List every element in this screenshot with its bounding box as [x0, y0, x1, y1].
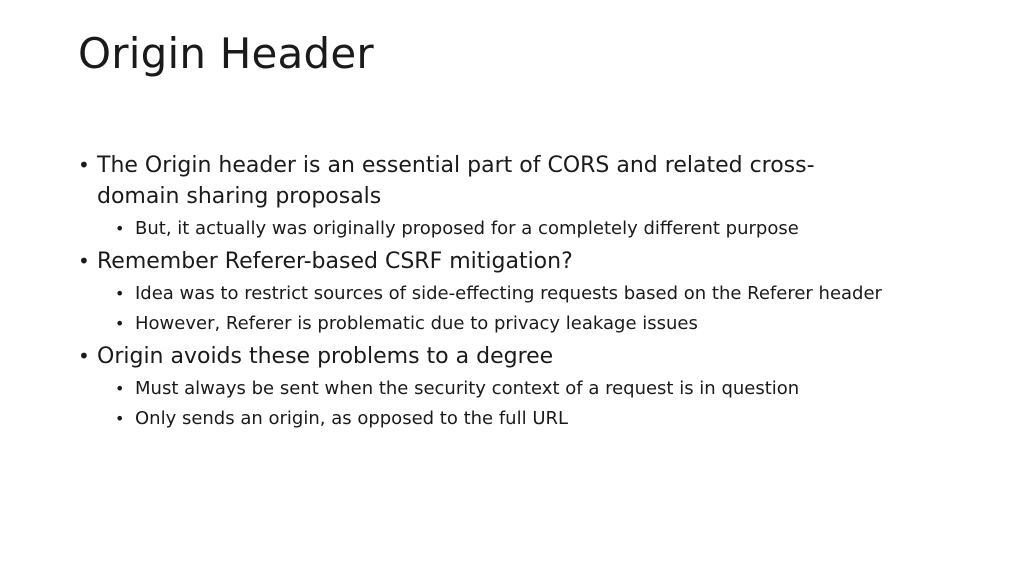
- sub-bullet-text: Must always be sent when the security context of a request is in question: [135, 378, 800, 399]
- sub-bullet-text: But, it actually was originally proposed for a completely different purpose: [135, 218, 799, 239]
- bullet-item-2: [78, 246, 938, 277]
- bullet-dot-icon: •: [78, 153, 90, 177]
- bullet-dot-icon: •: [78, 344, 90, 368]
- sub-bullet-1-1: [115, 216, 938, 242]
- sub-bullet-2-1: [115, 281, 938, 307]
- bullet-dot-icon: •: [115, 409, 125, 428]
- bullet-dot-icon: •: [115, 219, 125, 238]
- sub-bullet-3-2: [115, 406, 938, 432]
- sub-bullet-2-2: [115, 311, 938, 337]
- bullet-dot-icon: •: [115, 284, 125, 303]
- bullet-text-1-line1: The Origin header is an essential part of CORS and related cross-: [97, 153, 815, 178]
- bullet-dot-icon: •: [78, 249, 90, 273]
- bullet-item-1: [78, 150, 938, 212]
- bullet-item-3: [78, 341, 938, 372]
- sub-bullet-text: However, Referer is problematic due to privacy leakage issues: [135, 313, 698, 334]
- bullet-text-2: Remember Referer-based CSRF mitigation?: [97, 249, 573, 274]
- sub-bullet-text: Only sends an origin, as opposed to the full URL: [135, 408, 569, 429]
- bullet-text-1-line2: domain sharing proposals: [97, 184, 382, 209]
- bullet-list: [78, 150, 938, 432]
- bullet-dot-icon: •: [115, 379, 125, 398]
- bullet-dot-icon: •: [115, 314, 125, 333]
- bullet-text-3: Origin avoids these problems to a degree: [97, 344, 554, 369]
- sub-bullet-text: Idea was to restrict sources of side-effecting requests based on the Referer header: [135, 283, 882, 304]
- slide-title: Origin Header: [78, 29, 374, 78]
- sub-bullet-3-1: [115, 376, 938, 402]
